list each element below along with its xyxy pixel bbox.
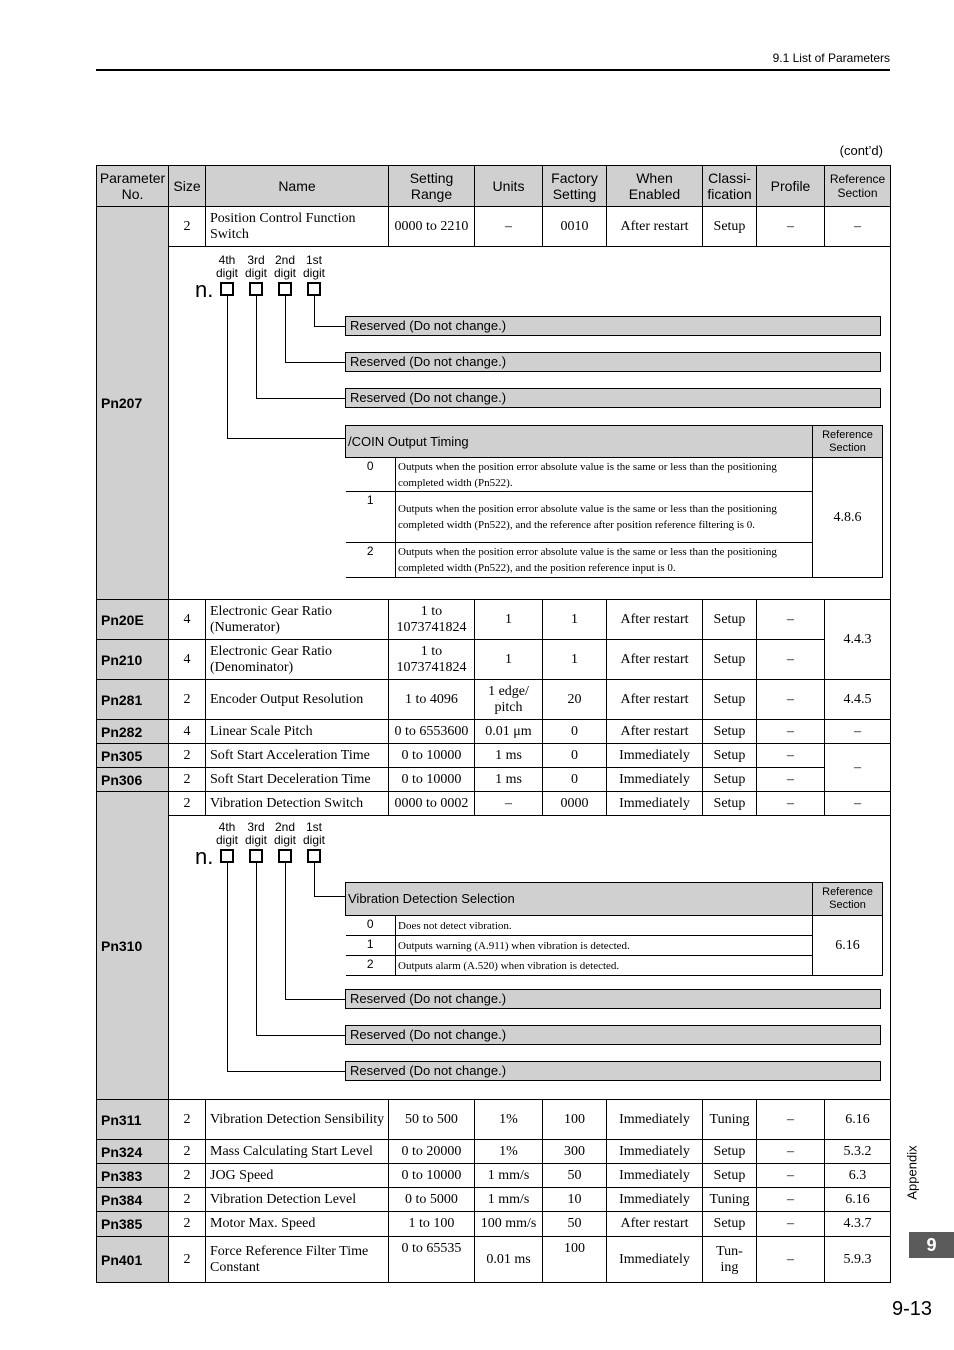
- name-cell: Vibration Detection Sensibility: [206, 1100, 389, 1140]
- param-number: Pn385: [97, 1212, 169, 1237]
- table-row: [97, 1188, 891, 1212]
- name-cell: Motor Max. Speed: [206, 1212, 389, 1237]
- size-cell: 2: [169, 744, 206, 768]
- profile-cell: –: [757, 1100, 825, 1140]
- connector-2nd-h: [285, 999, 345, 1000]
- profile-cell: –: [757, 640, 825, 680]
- reserved-bar-3: Reserved (Do not change.): [345, 388, 881, 408]
- connector-1st-h: [314, 896, 345, 897]
- name-cell: Linear Scale Pitch: [206, 720, 389, 744]
- ref-cell: –: [825, 744, 891, 792]
- coin-value-1: 1: [346, 492, 396, 543]
- table-row: [97, 720, 891, 744]
- class-cell: Setup: [703, 1140, 757, 1164]
- digit-box-2nd: [278, 282, 292, 296]
- coin-desc-1: Outputs when the position error absolute value is the same or less than the positioning completed width (Pn522), and the reference after position reference filtering is 0.: [396, 492, 813, 543]
- class-cell: Tuning: [703, 1188, 757, 1212]
- coin-desc-0: Outputs when the position error absolute value is the same or less than the positioning completed width (Pn522).: [396, 458, 813, 492]
- coin-value-2: 2: [346, 543, 396, 578]
- reserved-bar-2: Reserved (Do not change.): [345, 352, 881, 372]
- ref-cell: 4.4.5: [825, 680, 891, 720]
- units-cell: 1: [475, 600, 543, 640]
- factory-cell: 20: [543, 680, 607, 720]
- param-number: Pn401: [97, 1237, 169, 1283]
- name-cell: Vibration Detection Level: [206, 1188, 389, 1212]
- vibration-ref-header: Reference Section: [813, 883, 883, 916]
- vib-value-1: 1: [346, 936, 396, 956]
- profile-cell: –: [757, 792, 825, 816]
- units-cell: 1 ms: [475, 768, 543, 792]
- param-number: Pn207: [97, 207, 169, 600]
- digit-label-2nd: 2nd digit: [273, 253, 296, 280]
- connector-2nd-h: [285, 362, 345, 363]
- coin-ref-header: Reference Section: [813, 426, 883, 458]
- profile-cell: –: [757, 1237, 825, 1283]
- size-cell: 2: [169, 768, 206, 792]
- name-cell: Encoder Output Resolution: [206, 680, 389, 720]
- col-units: Units: [475, 166, 543, 207]
- table-row: [97, 207, 891, 247]
- range-cell: 0 to 65535: [389, 1237, 475, 1283]
- class-cell: Setup: [703, 720, 757, 744]
- class-cell: Setup: [703, 207, 757, 247]
- factory-cell: 100: [543, 1100, 607, 1140]
- col-when-enabled: When Enabled: [607, 166, 703, 207]
- range-cell: 1 to 4096: [389, 680, 475, 720]
- name-cell: Vibration Detection Switch: [206, 792, 389, 816]
- factory-cell: 1: [543, 640, 607, 680]
- col-size: Size: [169, 166, 206, 207]
- range-cell: 0 to 5000: [389, 1188, 475, 1212]
- range-cell: 50 to 500: [389, 1100, 475, 1140]
- profile-cell: –: [757, 680, 825, 720]
- vib-value-0: 0: [346, 916, 396, 936]
- profile-cell: –: [757, 1164, 825, 1188]
- profile-cell: –: [757, 720, 825, 744]
- col-classification: Classi- fication: [703, 166, 757, 207]
- ref-cell: 4.4.3: [825, 600, 891, 680]
- connector-1st-h: [314, 326, 345, 327]
- connector-3rd-h: [256, 1035, 345, 1036]
- factory-cell: 100: [543, 1237, 607, 1283]
- name-cell: Electronic Gear Ratio (Denominator): [206, 640, 389, 680]
- size-cell: 2: [169, 1212, 206, 1237]
- pn310-digit-diagram: [169, 816, 891, 1100]
- name-cell: Soft Start Acceleration Time: [206, 744, 389, 768]
- ref-cell: 5.9.3: [825, 1237, 891, 1283]
- units-cell: 1%: [475, 1100, 543, 1140]
- when-cell: After restart: [607, 680, 703, 720]
- digit-box-1st: [307, 282, 321, 296]
- name-cell: JOG Speed: [206, 1164, 389, 1188]
- n-prefix: n.: [195, 844, 214, 869]
- when-cell: Immediately: [607, 792, 703, 816]
- name-cell: Mass Calculating Start Level: [206, 1140, 389, 1164]
- size-cell: 4: [169, 640, 206, 680]
- ref-cell: 6.16: [825, 1100, 891, 1140]
- profile-cell: –: [757, 600, 825, 640]
- connector-1st: [314, 863, 315, 896]
- continued-label: (cont’d): [839, 143, 883, 158]
- when-cell: After restart: [607, 207, 703, 247]
- connector-2nd: [285, 296, 286, 362]
- factory-cell: 50: [543, 1164, 607, 1188]
- section-title: 9.1 List of Parameters: [772, 51, 890, 65]
- size-cell: 2: [169, 1237, 206, 1283]
- when-cell: After restart: [607, 1212, 703, 1237]
- param-number: Pn384: [97, 1188, 169, 1212]
- digit-label-4th: 4th digit: [215, 820, 238, 847]
- table-row: [97, 640, 891, 680]
- digit-box-2nd: [278, 849, 292, 863]
- when-cell: Immediately: [607, 1188, 703, 1212]
- digit-label-3rd: 3rd digit: [244, 820, 267, 847]
- size-cell: 2: [169, 1140, 206, 1164]
- table-row: [97, 1140, 891, 1164]
- connector-4th: [227, 863, 228, 1071]
- param-number: Pn311: [97, 1100, 169, 1140]
- vib-section: 6.16: [813, 916, 883, 976]
- profile-cell: –: [757, 1140, 825, 1164]
- range-cell: 0 to 10000: [389, 1164, 475, 1188]
- coin-section: 4.8.6: [813, 458, 883, 578]
- size-cell: 2: [169, 1164, 206, 1188]
- reserved-bar-2: Reserved (Do not change.): [345, 1025, 881, 1045]
- range-cell: 0 to 20000: [389, 1140, 475, 1164]
- class-cell: Setup: [703, 792, 757, 816]
- param-number: Pn20E: [97, 600, 169, 640]
- ref-cell: 4.3.7: [825, 1212, 891, 1237]
- factory-cell: 0010: [543, 207, 607, 247]
- units-cell: 1 mm/s: [475, 1188, 543, 1212]
- range-cell: 0000 to 2210: [389, 207, 475, 247]
- table-row: [97, 744, 891, 768]
- size-cell: 2: [169, 1100, 206, 1140]
- digit-label-4th: 4th digit: [215, 253, 238, 280]
- ref-cell: 5.3.2: [825, 1140, 891, 1164]
- table-row: [97, 1164, 891, 1188]
- range-cell: 1 to 1073741824: [389, 600, 475, 640]
- pn207-digit-diagram: [169, 247, 891, 600]
- table-row-diagram: [97, 247, 891, 600]
- size-cell: 2: [169, 1188, 206, 1212]
- vib-desc-0: Does not detect vibration.: [396, 916, 813, 936]
- digit-box-4th: [220, 849, 234, 863]
- param-number: Pn306: [97, 768, 169, 792]
- table-row: [97, 792, 891, 816]
- param-number: Pn305: [97, 744, 169, 768]
- col-param-no: Parameter No.: [97, 166, 169, 207]
- profile-cell: –: [757, 1188, 825, 1212]
- digit-box-4th: [220, 282, 234, 296]
- reserved-bar-1: Reserved (Do not change.): [345, 989, 881, 1009]
- vib-desc-2: Outputs alarm (A.520) when vibration is detected.: [396, 956, 813, 976]
- name-cell: Electronic Gear Ratio (Numerator): [206, 600, 389, 640]
- vib-desc-1: Outputs warning (A.911) when vibration is detected.: [396, 936, 813, 956]
- class-cell: Setup: [703, 744, 757, 768]
- table-row: [97, 1100, 891, 1140]
- ref-cell: –: [825, 207, 891, 247]
- size-cell: 2: [169, 680, 206, 720]
- col-name: Name: [206, 166, 389, 207]
- range-cell: 1 to 1073741824: [389, 640, 475, 680]
- digit-box-3rd: [249, 282, 263, 296]
- factory-cell: 300: [543, 1140, 607, 1164]
- size-cell: 2: [169, 792, 206, 816]
- factory-cell: 10: [543, 1188, 607, 1212]
- ref-cell: –: [825, 792, 891, 816]
- when-cell: Immediately: [607, 1100, 703, 1140]
- when-cell: After restart: [607, 640, 703, 680]
- table-row: [97, 1237, 891, 1283]
- ref-cell: –: [825, 720, 891, 744]
- units-cell: 1 ms: [475, 744, 543, 768]
- when-cell: After restart: [607, 720, 703, 744]
- col-factory-setting: Factory Setting: [543, 166, 607, 207]
- range-cell: 0 to 6553600: [389, 720, 475, 744]
- coin-value-0: 0: [346, 458, 396, 492]
- connector-4th: [227, 296, 228, 438]
- coin-timing-title: /COIN Output Timing: [346, 426, 813, 458]
- range-cell: 1 to 100: [389, 1212, 475, 1237]
- reserved-bar-1: Reserved (Do not change.): [345, 316, 881, 336]
- digit-box-3rd: [249, 849, 263, 863]
- vibration-selection-title: Vibration Detection Selection: [346, 883, 813, 916]
- param-number: Pn282: [97, 720, 169, 744]
- class-cell: Tun- ing: [703, 1237, 757, 1283]
- connector-3rd: [256, 863, 257, 1035]
- appendix-side-label: [902, 1140, 922, 1210]
- connector-4th-h: [227, 438, 345, 439]
- ref-cell: 6.3: [825, 1164, 891, 1188]
- param-number: Pn383: [97, 1164, 169, 1188]
- digit-label-1st: 1st digit: [302, 253, 325, 280]
- page-header: [96, 51, 890, 71]
- chapter-tab: 9: [909, 1232, 954, 1258]
- when-cell: After restart: [607, 600, 703, 640]
- size-cell: 4: [169, 600, 206, 640]
- factory-cell: 0000: [543, 792, 607, 816]
- coin-timing-table: [345, 425, 883, 578]
- units-cell: 100 mm/s: [475, 1212, 543, 1237]
- table-header-row: [97, 166, 891, 207]
- coin-desc-2: Outputs when the position error absolute value is the same or less than the positioning completed width (Pn522), and the position reference input is 0.: [396, 543, 813, 578]
- table-row-diagram: [97, 816, 891, 1100]
- class-cell: Setup: [703, 600, 757, 640]
- range-cell: 0000 to 0002: [389, 792, 475, 816]
- units-cell: 1: [475, 640, 543, 680]
- when-cell: Immediately: [607, 1237, 703, 1283]
- digit-label-2nd: 2nd digit: [273, 820, 296, 847]
- ref-cell: 6.16: [825, 1188, 891, 1212]
- n-prefix: n.: [195, 277, 214, 302]
- digit-label-1st: 1st digit: [302, 820, 325, 847]
- range-cell: 0 to 10000: [389, 744, 475, 768]
- factory-cell: 1: [543, 600, 607, 640]
- vibration-selection-table: [345, 882, 883, 976]
- table-row: [97, 768, 891, 792]
- class-cell: Setup: [703, 768, 757, 792]
- connector-3rd: [256, 296, 257, 398]
- vib-value-2: 2: [346, 956, 396, 976]
- profile-cell: –: [757, 1212, 825, 1237]
- factory-cell: 0: [543, 744, 607, 768]
- param-number: Pn310: [97, 792, 169, 1100]
- class-cell: Setup: [703, 640, 757, 680]
- factory-cell: 0: [543, 768, 607, 792]
- factory-cell: 0: [543, 720, 607, 744]
- appendix-text: Appendix: [904, 1145, 920, 1200]
- units-cell: –: [475, 207, 543, 247]
- when-cell: Immediately: [607, 1164, 703, 1188]
- table-row: [97, 1212, 891, 1237]
- col-setting-range: Setting Range: [389, 166, 475, 207]
- when-cell: Immediately: [607, 768, 703, 792]
- page-number: 9-13: [891, 1298, 932, 1320]
- table-row: [97, 600, 891, 640]
- col-profile: Profile: [757, 166, 825, 207]
- reserved-bar-3: Reserved (Do not change.): [345, 1061, 881, 1081]
- name-cell: Position Control Function Switch: [206, 207, 389, 247]
- class-cell: Setup: [703, 680, 757, 720]
- col-reference-section: Reference Section: [825, 166, 891, 207]
- units-cell: 0.01 μm: [475, 720, 543, 744]
- connector-4th-h: [227, 1071, 345, 1072]
- class-cell: Setup: [703, 1164, 757, 1188]
- table-row: [97, 680, 891, 720]
- units-cell: 1 edge/ pitch: [475, 680, 543, 720]
- profile-cell: –: [757, 744, 825, 768]
- factory-cell: 50: [543, 1212, 607, 1237]
- connector-1st: [314, 296, 315, 326]
- units-cell: 1 mm/s: [475, 1164, 543, 1188]
- param-number: Pn324: [97, 1140, 169, 1164]
- profile-cell: –: [757, 768, 825, 792]
- digit-box-1st: [307, 849, 321, 863]
- class-cell: Tuning: [703, 1100, 757, 1140]
- range-cell: 0 to 10000: [389, 768, 475, 792]
- units-cell: 0.01 ms: [475, 1237, 543, 1283]
- when-cell: Immediately: [607, 1140, 703, 1164]
- when-cell: Immediately: [607, 744, 703, 768]
- connector-3rd-h: [256, 398, 345, 399]
- size-cell: 2: [169, 207, 206, 247]
- name-cell: Soft Start Deceleration Time: [206, 768, 389, 792]
- digit-label-3rd: 3rd digit: [244, 253, 267, 280]
- size-cell: 4: [169, 720, 206, 744]
- class-cell: Setup: [703, 1212, 757, 1237]
- units-cell: –: [475, 792, 543, 816]
- units-cell: 1%: [475, 1140, 543, 1164]
- name-cell: Force Reference Filter Time Constant: [206, 1237, 389, 1283]
- param-number: Pn210: [97, 640, 169, 680]
- connector-2nd: [285, 863, 286, 999]
- param-number: Pn281: [97, 680, 169, 720]
- parameter-table: [96, 165, 891, 1283]
- profile-cell: –: [757, 207, 825, 247]
